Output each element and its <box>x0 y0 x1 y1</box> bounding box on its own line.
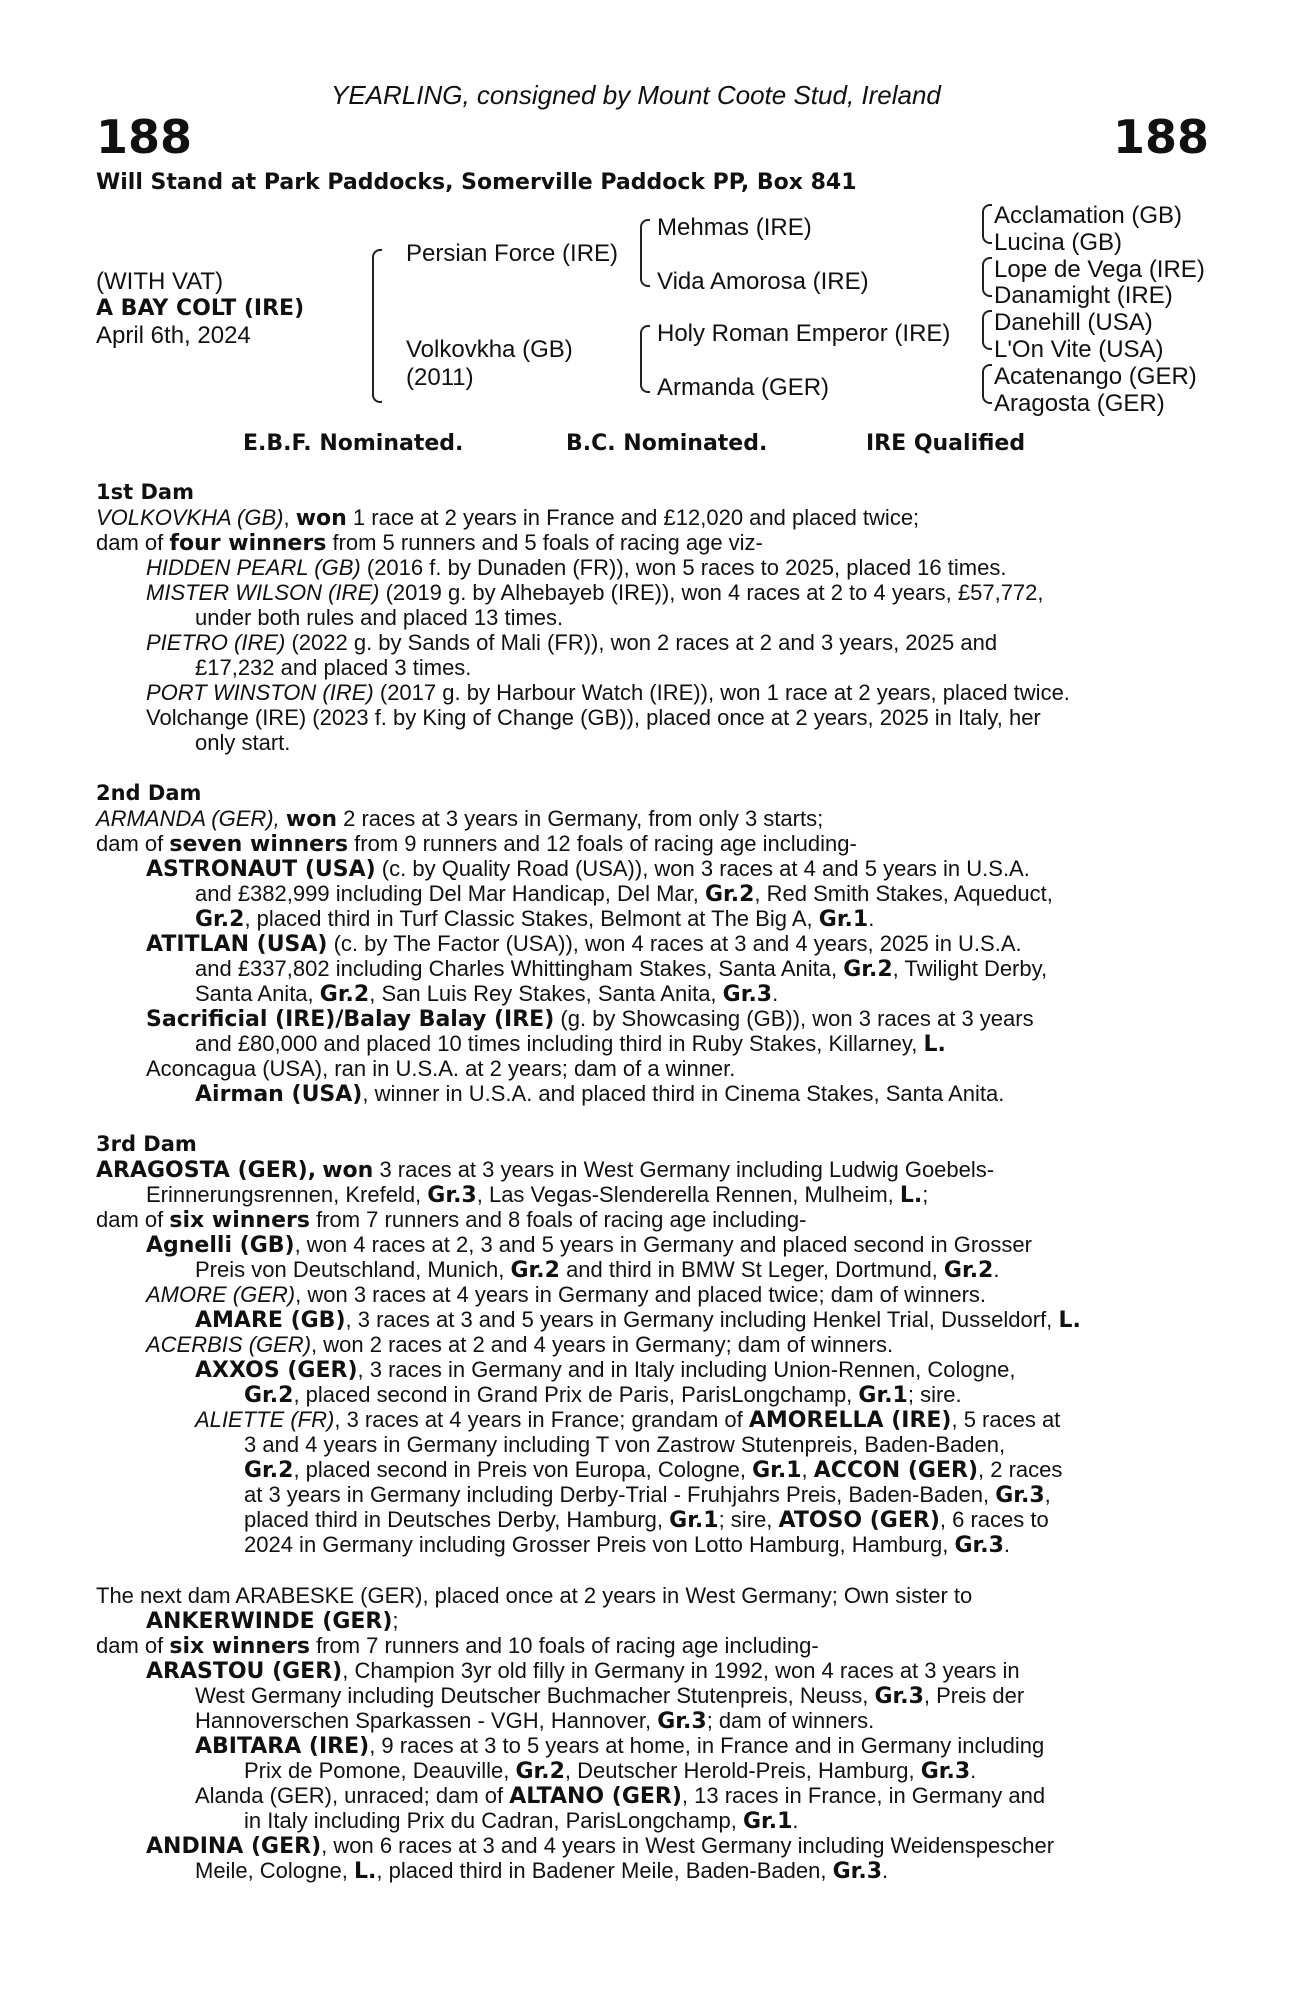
dam-line: The next dam ARABESKE (GER), placed once at 2 years in West Germany; Own sister to <box>96 1583 973 1608</box>
dam-line-cont: ANKERWINDE (GER); <box>146 1608 399 1634</box>
dam-dam: Armanda (GER) <box>657 374 830 401</box>
dsd-name: L'On Vite (USA) <box>994 336 1164 363</box>
produce-summary: dam of six winners from 7 runners and 8 foals of racing age including- <box>96 1207 807 1233</box>
brace-ss <box>982 212 984 236</box>
sire-dam: Vida Amorosa (IRE) <box>657 268 869 295</box>
lot-number-right: 188 <box>1113 110 1210 164</box>
produce-entry-cont: under both rules and placed 13 times. <box>195 605 564 630</box>
produce-entry-cont: West Germany including Deutscher Buchmacher Stutenpreis, Neuss, Gr.3, Preis der <box>195 1683 1025 1709</box>
brace-dam <box>640 333 642 385</box>
produce-entry-cont: and £80,000 and placed 10 times including third in Ruby Stakes, Killarney, L. <box>195 1031 946 1057</box>
produce-summary: dam of four winners from 5 runners and 5 foals of racing age viz- <box>96 530 763 556</box>
produce-entry: ACERBIS (GER), won 2 races at 2 and 4 years in Germany; dam of winners. <box>146 1332 894 1357</box>
produce-entry: Volchange (IRE) (2023 f. by King of Change (GB)), placed once at 2 years, 2025 in Italy, her <box>146 705 1041 730</box>
produce-entry: MISTER WILSON (IRE) (2019 g. by Alhebayeb (IRE)), won 4 races at 2 to 4 years, £57,772, <box>146 580 1044 605</box>
horse-name: A BAY COLT (IRE) <box>96 296 305 321</box>
brace-dd <box>982 372 984 396</box>
horse-dob: April 6th, 2024 <box>96 322 251 349</box>
produce-entry: ATITLAN (USA) (c. by The Factor (USA)), won 4 races at 3 and 4 years, 2025 in U.S.A. <box>146 931 1022 957</box>
dam-year: (2011) <box>406 364 474 391</box>
produce-entry-cont: Gr.2, placed third in Turf Classic Stakes, Belmont at The Big A, Gr.1. <box>195 906 875 932</box>
brace-sire <box>640 227 642 279</box>
ssd-name: Lucina (GB) <box>994 229 1123 256</box>
dam-line: VOLKOVKHA (GB), won 1 race at 2 years in France and £12,020 and placed twice; <box>96 505 920 531</box>
produce-entry: ASTRONAUT (USA) (c. by Quality Road (USA)), won 3 races at 4 and 5 years in U.S.A. <box>146 856 1030 882</box>
ddd-name: Aragosta (GER) <box>994 390 1165 417</box>
produce-entry-cont: only start. <box>195 730 291 755</box>
ebf-nomination: E.B.F. Nominated. <box>243 431 464 456</box>
sds-name: Lope de Vega (IRE) <box>994 256 1205 283</box>
produce-entry: AMORE (GER), won 3 races at 4 years in Germany and placed twice; dam of winners. <box>146 1282 987 1307</box>
produce-entry-cont: in Italy including Prix du Cadran, ParisLongchamp, Gr.1. <box>244 1808 799 1834</box>
produce-entry: Sacrificial (IRE)/Balay Balay (IRE) (g. by Showcasing (GB)), won 3 races at 3 years <box>146 1006 1034 1032</box>
produce-entry: PORT WINSTON (IRE) (2017 g. by Harbour Watch (IRE)), won 1 race at 2 years, placed twice. <box>146 680 1070 705</box>
catalogue-subtitle: YEARLING, consigned by Mount Coote Stud, Ireland <box>331 80 941 110</box>
dds-name: Acatenango (GER) <box>994 363 1197 390</box>
dam-line: ARAGOSTA (GER), won 3 races at 3 years in West Germany including Ludwig Goebels- <box>96 1157 995 1183</box>
brace-ds <box>982 318 984 342</box>
produce-entry: HIDDEN PEARL (GB) (2016 f. by Dunaden (FR)), won 5 races to 2025, placed 16 times. <box>146 555 1007 580</box>
dam-sire: Holy Roman Emperor (IRE) <box>657 320 951 347</box>
produce-entry-cont: Preis von Deutschland, Munich, Gr.2 and third in BMW St Leger, Dortmund, Gr.2. <box>195 1257 1000 1283</box>
section-title: 3rd Dam <box>96 1132 197 1156</box>
produce-entry: ALIETTE (FR), 3 races at 4 years in France; grandam of AMORELLA (IRE), 5 races at <box>195 1407 1061 1433</box>
sire-sire: Mehmas (IRE) <box>657 214 812 241</box>
produce-entry-cont: £17,232 and placed 3 times. <box>195 655 472 680</box>
sdd-name: Danamight (IRE) <box>994 282 1173 309</box>
stand-location: Will Stand at Park Paddocks, Somerville Paddock PP, Box 841 <box>96 170 857 195</box>
produce-entry-cont: Hannoverschen Sparkassen - VGH, Hannover, Gr.3; dam of winners. <box>195 1708 875 1734</box>
produce-entry: Airman (USA), winner in U.S.A. and placed third in Cinema Stakes, Santa Anita. <box>195 1081 1005 1107</box>
sss-name: Acclamation (GB) <box>994 202 1183 229</box>
produce-entry: Aconcagua (USA), ran in U.S.A. at 2 years; dam of a winner. <box>146 1056 736 1081</box>
dss-name: Danehill (USA) <box>994 309 1153 336</box>
produce-entry: AXXOS (GER), 3 races in Germany and in Italy including Union-Rennen, Cologne, <box>195 1357 1016 1383</box>
produce-entry: ABITARA (IRE), 9 races at 3 to 5 years at home, in France and in Germany including <box>195 1733 1045 1759</box>
produce-summary: dam of seven winners from 9 runners and 12 foals of racing age including- <box>96 831 857 857</box>
produce-summary: dam of six winners from 7 runners and 10 foals of racing age including- <box>96 1633 819 1659</box>
produce-entry-cont: Gr.2, placed second in Preis von Europa, Cologne, Gr.1, ACCON (GER), 2 races <box>244 1457 1063 1483</box>
dam-line-cont: Erinnerungsrennen, Krefeld, Gr.3, Las Vegas-Slenderella Rennen, Mulheim, L.; <box>146 1182 929 1208</box>
produce-entry-cont: Santa Anita, Gr.2, San Luis Rey Stakes, Santa Anita, Gr.3. <box>195 981 779 1007</box>
brace-sd <box>982 265 984 289</box>
lot-number-left: 188 <box>96 110 193 164</box>
produce-entry-cont: placed third in Deutsches Derby, Hamburg, Gr.1; sire, ATOSO (GER), 6 races to <box>244 1507 1049 1533</box>
ire-qualified: IRE Qualified <box>866 431 1026 456</box>
vat-note: (WITH VAT) <box>96 268 224 295</box>
produce-entry-cont: and £382,999 including Del Mar Handicap, Del Mar, Gr.2, Red Smith Stakes, Aqueduct, <box>195 881 1053 907</box>
produce-entry: Agnelli (GB), won 4 races at 2, 3 and 5 years in Germany and placed second in Grosser <box>146 1232 1032 1258</box>
section-title: 2nd Dam <box>96 781 202 805</box>
produce-entry-cont: Prix de Pomone, Deauville, Gr.2, Deutscher Herold-Preis, Hamburg, Gr.3. <box>244 1758 977 1784</box>
produce-entry: PIETRO (IRE) (2022 g. by Sands of Mali (FR)), won 2 races at 2 and 3 years, 2025 and <box>146 630 998 655</box>
brace-gen1 <box>372 257 374 395</box>
produce-entry: Alanda (GER), unraced; dam of ALTANO (GER), 13 races in France, in Germany and <box>195 1783 1046 1809</box>
dam-name: Volkovkha (GB) <box>406 336 573 363</box>
produce-entry: ANDINA (GER), won 6 races at 3 and 4 years in West Germany including Weidenspescher <box>146 1833 1055 1859</box>
produce-entry-cont: Meile, Cologne, L., placed third in Badener Meile, Baden-Baden, Gr.3. <box>195 1858 889 1884</box>
produce-entry-cont: 3 and 4 years in Germany including T von Zastrow Stutenpreis, Baden-Baden, <box>244 1432 1006 1457</box>
produce-entry: ARASTOU (GER), Champion 3yr old filly in Germany in 1992, won 4 races at 3 years in <box>146 1658 1020 1684</box>
dam-line: ARMANDA (GER), won 2 races at 3 years in Germany, from only 3 starts; <box>96 806 824 832</box>
produce-entry-cont: and £337,802 including Charles Whittingham Stakes, Santa Anita, Gr.2, Twilight Derby, <box>195 956 1048 982</box>
produce-entry-cont: 2024 in Germany including Grosser Preis von Lotto Hamburg, Hamburg, Gr.3. <box>244 1532 1011 1558</box>
sire-name: Persian Force (IRE) <box>406 240 619 267</box>
section-title: 1st Dam <box>96 480 194 504</box>
produce-entry-cont: at 3 years in Germany including Derby-Trial - Fruhjahrs Preis, Baden-Baden, Gr.3, <box>244 1482 1051 1508</box>
produce-entry: AMARE (GB), 3 races at 3 and 5 years in Germany including Henkel Trial, Dusseldorf, L. <box>195 1307 1081 1333</box>
produce-entry-cont: Gr.2, placed second in Grand Prix de Paris, ParisLongchamp, Gr.1; sire. <box>244 1382 962 1408</box>
bc-nomination: B.C. Nominated. <box>566 431 768 456</box>
